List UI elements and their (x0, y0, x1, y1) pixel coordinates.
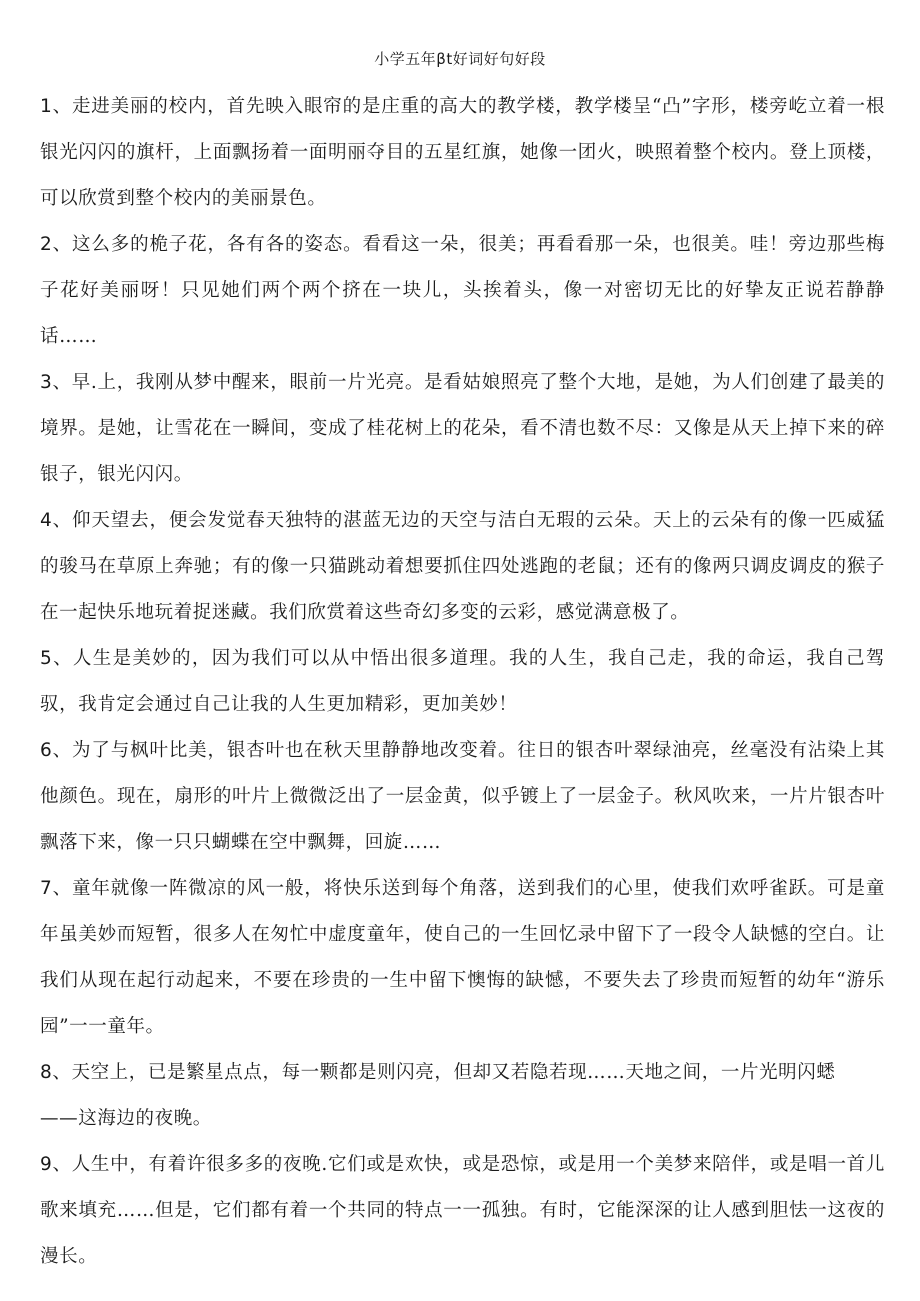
paragraph-2 (40, 222, 885, 360)
paragraph-3 (40, 360, 885, 498)
paragraph-number: 7 (40, 878, 53, 899)
paragraph-4 (40, 498, 885, 636)
paragraph-number: 9 (40, 1154, 53, 1175)
paragraph-number: 3 (40, 372, 53, 393)
paragraph-8-continuation (40, 1096, 885, 1142)
document-title: 小学五年βt好词好句好段 (374, 50, 546, 68)
paragraph-number: 5 (40, 648, 53, 669)
paragraph-text: 、早.上，我刚从梦中醒来，眼前一片光亮。是看姑娘照亮了整个大地，是她，为人们创建了最美的境界。是她，让雪花在一瞬间，变成了桂花树上的花朵，看不清也数不尽：又像是从天上掉下来的碎银子，银光闪闪。 (40, 372, 885, 485)
paragraph-number: 6 (40, 740, 53, 761)
paragraph-text: 、仰天望去，便会发觉春天独特的湛蓝无边的天空与洁白无瑕的云朵。天上的云朵有的像一匹威猛的骏马在草原上奔驰；有的像一只猫跳动着想要抓住四处逃跑的老鼠；还有的像两只调皮调皮的猴子在一起快乐地玩着捉迷藏。我们欣赏着这些奇幻多变的云彩，感觉满意极了。 (40, 510, 885, 623)
paragraph-9 (40, 1142, 885, 1280)
paragraph-number: 4 (40, 510, 53, 531)
paragraph-number: 2 (40, 234, 53, 255)
paragraph-text: 、童年就像一阵微凉的风一般，将快乐送到每个角落，送到我们的心里，使我们欢呼雀跃。可是童年虽美妙而短暂，很多人在匆忙中虚度童年，使自己的一生回忆录中留下了一段令人缺憾的空白。让我们从现在起行动起来，不要在珍贵的一生中留下懊悔的缺憾，不要失去了珍贵而短暂的幼年“游乐园”一一童年。 (40, 878, 885, 1037)
paragraph-number: 8 (40, 1062, 53, 1083)
document-body (40, 84, 885, 1280)
paragraph-number: 1 (40, 96, 53, 117)
paragraph-text: 、天空上，已是繁星点点，每一颗都是则闪亮，但却又若隐若现……天地之间，一片光明闪蟋 (52, 1062, 836, 1083)
paragraph-text: 、人生是美妙的，因为我们可以从中悟出很多道理。我的人生，我自己走，我的命运，我自己驾驭，我肯定会通过自己让我的人生更加精彩，更加美妙！ (40, 648, 885, 715)
paragraph-text: ——这海边的夜晚。 (40, 1108, 212, 1129)
paragraph-5 (40, 636, 885, 728)
paragraph-text: 、为了与枫叶比美，银杏叶也在秋天里静静地改变着。往日的银杏叶翠绿油亮，丝毫没有沾染上其他颜色。现在，扇形的叶片上微微泛出了一层金黄，似乎镀上了一层金子。秋风吹来，一片片银杏叶飘落下来，像一只只蝴蝶在空中飘舞，回旋…… (40, 740, 885, 853)
paragraph-text: 、人生中，有着许很多多的夜晚.它们或是欢快，或是恐惊，或是用一个美梦来陪伴，或是唱一首儿歌来填充……但是，它们都有着一个共同的特点一一孤独。有时，它能深深的让人感到胆怯一这夜的漫长。 (40, 1154, 885, 1267)
paragraph-text: 、这么多的桅子花，各有各的姿态。看看这一朵，很美；再看看那一朵，也很美。哇！旁边那些梅子花好美丽呀！只见她们两个两个挤在一块儿，头挨着头，像一对密切无比的好挚友正说若静静话…… (40, 234, 885, 347)
paragraph-7 (40, 866, 885, 1050)
paragraph-1 (40, 84, 885, 222)
paragraph-text: 、走进美丽的校内，首先映入眼帘的是庄重的高大的教学楼，教学楼呈“凸”字形，楼旁屹立着一根银光闪闪的旗杆，上面飘扬着一面明丽夺目的五星红旗，她像一团火，映照着整个校内。登上顶楼，可以欣赏到整个校内的美丽景色。 (40, 96, 885, 209)
paragraph-6 (40, 728, 885, 866)
paragraph-8 (40, 1050, 885, 1096)
